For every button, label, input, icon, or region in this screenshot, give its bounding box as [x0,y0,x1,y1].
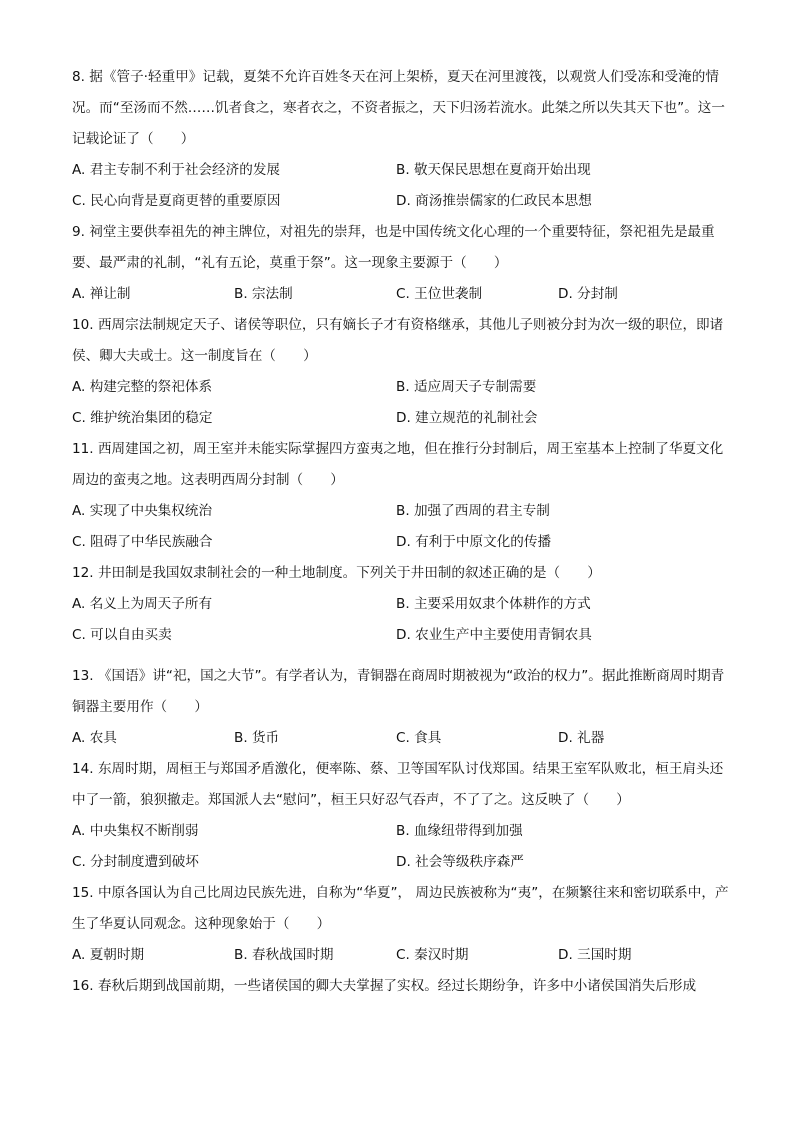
option-list [72,723,732,754]
option-a: A. 名义上为周天子所有 [72,596,213,612]
question-stem: 15. 中原各国认为自己比周边民族先进，自称为“华夏”， 周边民族被称为“夷”，在频繁往来和密切联系中，产生了华夏认同观念。这种现象始于（ ） [72,885,729,932]
question-11 [72,434,732,558]
question-13 [72,661,732,754]
spacer [72,651,732,661]
option-d: D. 有利于中原文化的传播 [396,534,552,550]
option-c: C. 食具 [396,730,442,746]
question-10 [72,310,732,434]
option-a: A. 构建完整的祭祀体系 [72,379,213,395]
option-list [72,279,732,310]
option-a: A. 君主专制不利于社会经济的发展 [72,162,281,178]
option-d: D. 三国时期 [558,947,632,963]
option-d: D. 分封制 [558,286,618,302]
question-stem: 10. 西周宗法制规定天子、诸侯等职位，只有嫡长子才有资格继承，其他儿子则被分封为次一级的职位，即诸侯、卿大夫或士。这一制度旨在（ ） [72,317,724,364]
option-b: B. 敬天保民思想在夏商开始出现 [396,162,591,178]
option-c: C. 秦汉时期 [396,947,469,963]
question-stem: 16. 春秋后期到战国前期，一些诸侯国的卿大夫掌握了实权。经过长期纷争，许多中小诸侯国消失后形成 [72,978,697,994]
option-b: B. 加强了西周的君主专制 [396,503,550,519]
option-d: D. 建立规范的礼制社会 [396,410,538,426]
question-stem: 12. 井田制是我国奴隶制社会的一种土地制度。下列关于井田制的叙述正确的是（ ） [72,565,601,581]
option-a: A. 实现了中央集权统治 [72,503,213,519]
question-12 [72,558,732,651]
question-9 [72,217,732,310]
question-8 [72,62,732,217]
option-b: B. 主要采用奴隶个体耕作的方式 [396,596,591,612]
option-a: A. 禅让制 [72,286,131,302]
option-c: C. 王位世袭制 [396,286,483,302]
question-stem: 13. 《国语》讲“祀，国之大节”。有学者认为，青铜器在商周时期被视为“政治的权力”。据此推断商周时期青铜器主要用作（ ） [72,668,725,715]
option-list [72,940,732,971]
option-list [72,155,732,217]
option-b: B. 货币 [234,730,280,746]
option-list [72,496,732,558]
option-b: B. 春秋战国时期 [234,947,334,963]
question-14 [72,754,732,878]
question-stem: 11. 西周建国之初，周王室并未能实际掌握四方蛮夷之地，但在推行分封制后，周王室基本上控制了华夏文化周边的蛮夷之地。这表明西周分封制（ ） [72,441,724,488]
option-c: C. 分封制度遭到破坏 [72,854,199,870]
option-list [72,372,732,434]
option-list [72,816,732,878]
question-stem: 8. 据《管子·轻重甲》记载，夏桀不允许百姓冬天在河上架桥，夏天在河里渡筏，以观赏人们受冻和受淹的情况。而“至汤而不然……饥者食之，寒者衣之，不资者振之，天下归汤若流水。此桀之所以失其天下也”。这一记载论证了（ ） [72,69,725,147]
option-a: A. 中央集权不断削弱 [72,823,199,839]
question-list [72,62,732,1002]
option-c: C. 民心向背是夏商更替的重要原因 [72,193,281,209]
option-list [72,589,732,651]
option-b: B. 宗法制 [234,286,293,302]
option-c: C. 阻碍了中华民族融合 [72,534,213,550]
option-c: C. 维护统治集团的稳定 [72,410,213,426]
option-b: B. 血缘纽带得到加强 [396,823,523,839]
option-b: B. 适应周天子专制需要 [396,379,537,395]
option-c: C. 可以自由买卖 [72,627,172,643]
option-d: D. 社会等级秩序森严 [396,854,524,870]
option-d: D. 农业生产中主要使用青铜农具 [396,627,592,643]
option-a: A. 农具 [72,730,117,746]
question-16 [72,971,732,1002]
question-stem: 9. 祠堂主要供奉祖先的神主牌位，对祖先的崇拜，也是中国传统文化心理的一个重要特征，祭祀祖先是最重要、最严肃的礼制，“礼有五论，莫重于祭”。这一现象主要源于（ ） [72,224,715,271]
question-stem: 14. 东周时期，周桓王与郑国矛盾激化，便率陈、蔡、卫等国军队讨伐郑国。结果王室军队败北，桓王肩头还中了一箭，狼狈撤走。郑国派人去“慰问”，桓王只好忍气吞声，不了了之。这反映了（ ） [72,761,724,808]
option-a: A. 夏朝时期 [72,947,145,963]
option-d: D. 商汤推崇儒家的仁政民本思想 [396,193,592,209]
question-15 [72,878,732,971]
option-d: D. 礼器 [558,730,605,746]
